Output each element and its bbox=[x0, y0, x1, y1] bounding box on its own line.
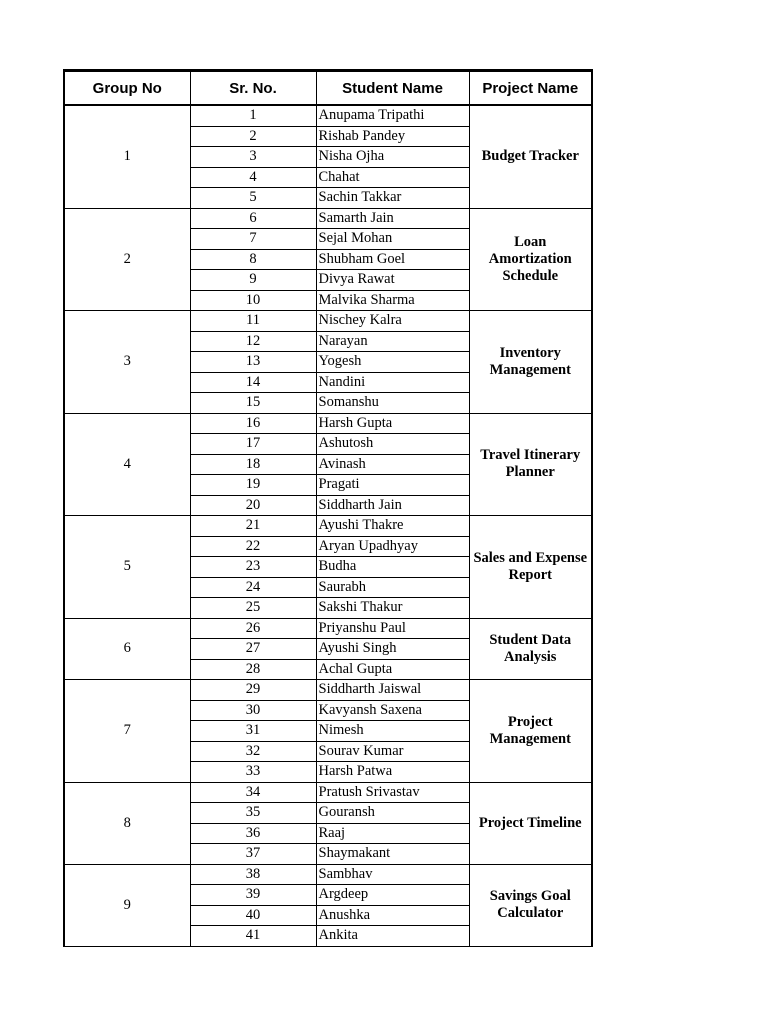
student-name-cell: Gouransh bbox=[316, 803, 469, 824]
serial-number-cell: 10 bbox=[190, 290, 316, 311]
serial-number-cell: 16 bbox=[190, 413, 316, 434]
serial-number-cell: 1 bbox=[190, 105, 316, 126]
student-name-cell: Harsh Patwa bbox=[316, 762, 469, 783]
student-name-cell: Sachin Takkar bbox=[316, 188, 469, 209]
header-project-name: Project Name bbox=[469, 71, 592, 106]
student-name-cell: Yogesh bbox=[316, 352, 469, 373]
project-name-cell: Travel Itinerary Planner bbox=[469, 413, 592, 516]
table-row bbox=[64, 311, 592, 332]
student-name-cell: Budha bbox=[316, 557, 469, 578]
student-name-cell: Nischey Kalra bbox=[316, 311, 469, 332]
serial-number-cell: 24 bbox=[190, 577, 316, 598]
serial-number-cell: 18 bbox=[190, 454, 316, 475]
student-name-cell: Anushka bbox=[316, 905, 469, 926]
serial-number-cell: 20 bbox=[190, 495, 316, 516]
serial-number-cell: 39 bbox=[190, 885, 316, 906]
student-name-cell: Sakshi Thakur bbox=[316, 598, 469, 619]
serial-number-cell: 22 bbox=[190, 536, 316, 557]
project-name-cell: Sales and Expense Report bbox=[469, 516, 592, 619]
serial-number-cell: 21 bbox=[190, 516, 316, 537]
student-name-cell: Avinash bbox=[316, 454, 469, 475]
table-row bbox=[64, 413, 592, 434]
student-name-cell: Argdeep bbox=[316, 885, 469, 906]
table-row bbox=[64, 208, 592, 229]
serial-number-cell: 23 bbox=[190, 557, 316, 578]
serial-number-cell: 7 bbox=[190, 229, 316, 250]
serial-number-cell: 31 bbox=[190, 721, 316, 742]
group-project-table bbox=[63, 69, 593, 947]
serial-number-cell: 13 bbox=[190, 352, 316, 373]
serial-number-cell: 36 bbox=[190, 823, 316, 844]
student-name-cell: Ankita bbox=[316, 926, 469, 947]
student-name-cell: Anupama Tripathi bbox=[316, 105, 469, 126]
project-name-cell: Loan Amortization Schedule bbox=[469, 208, 592, 311]
group-number-cell: 4 bbox=[64, 413, 190, 516]
serial-number-cell: 5 bbox=[190, 188, 316, 209]
student-name-cell: Nisha Ojha bbox=[316, 147, 469, 168]
student-name-cell: Saurabh bbox=[316, 577, 469, 598]
student-name-cell: Sourav Kumar bbox=[316, 741, 469, 762]
project-name-cell: Savings Goal Calculator bbox=[469, 864, 592, 946]
group-number-cell: 3 bbox=[64, 311, 190, 414]
serial-number-cell: 25 bbox=[190, 598, 316, 619]
student-name-cell: Divya Rawat bbox=[316, 270, 469, 291]
student-name-cell: Rishab Pandey bbox=[316, 126, 469, 147]
student-name-cell: Achal Gupta bbox=[316, 659, 469, 680]
student-name-cell: Ayushi Thakre bbox=[316, 516, 469, 537]
student-name-cell: Pratush Srivastav bbox=[316, 782, 469, 803]
serial-number-cell: 27 bbox=[190, 639, 316, 660]
serial-number-cell: 12 bbox=[190, 331, 316, 352]
serial-number-cell: 17 bbox=[190, 434, 316, 455]
group-number-cell: 8 bbox=[64, 782, 190, 864]
serial-number-cell: 19 bbox=[190, 475, 316, 496]
serial-number-cell: 4 bbox=[190, 167, 316, 188]
student-name-cell: Narayan bbox=[316, 331, 469, 352]
serial-number-cell: 9 bbox=[190, 270, 316, 291]
table-row bbox=[64, 680, 592, 701]
serial-number-cell: 33 bbox=[190, 762, 316, 783]
serial-number-cell: 34 bbox=[190, 782, 316, 803]
group-number-cell: 2 bbox=[64, 208, 190, 311]
student-name-cell: Nandini bbox=[316, 372, 469, 393]
group-number-cell: 7 bbox=[64, 680, 190, 783]
serial-number-cell: 14 bbox=[190, 372, 316, 393]
student-name-cell: Sambhav bbox=[316, 864, 469, 885]
student-name-cell: Priyanshu Paul bbox=[316, 618, 469, 639]
student-name-cell: Samarth Jain bbox=[316, 208, 469, 229]
header-group-no: Group No bbox=[64, 71, 190, 106]
student-name-cell: Siddharth Jaiswal bbox=[316, 680, 469, 701]
table-body bbox=[64, 105, 592, 946]
header-row bbox=[64, 71, 592, 106]
serial-number-cell: 38 bbox=[190, 864, 316, 885]
student-name-cell: Sejal Mohan bbox=[316, 229, 469, 250]
group-number-cell: 6 bbox=[64, 618, 190, 680]
serial-number-cell: 26 bbox=[190, 618, 316, 639]
serial-number-cell: 37 bbox=[190, 844, 316, 865]
student-name-cell: Nimesh bbox=[316, 721, 469, 742]
serial-number-cell: 29 bbox=[190, 680, 316, 701]
student-name-cell: Raaj bbox=[316, 823, 469, 844]
serial-number-cell: 35 bbox=[190, 803, 316, 824]
serial-number-cell: 30 bbox=[190, 700, 316, 721]
project-name-cell: Project Management bbox=[469, 680, 592, 783]
serial-number-cell: 40 bbox=[190, 905, 316, 926]
serial-number-cell: 3 bbox=[190, 147, 316, 168]
project-name-cell: Project Timeline bbox=[469, 782, 592, 864]
student-name-cell: Kavyansh Saxena bbox=[316, 700, 469, 721]
serial-number-cell: 6 bbox=[190, 208, 316, 229]
serial-number-cell: 11 bbox=[190, 311, 316, 332]
project-name-cell: Inventory Management bbox=[469, 311, 592, 414]
table-row bbox=[64, 516, 592, 537]
student-name-cell: Harsh Gupta bbox=[316, 413, 469, 434]
project-name-cell: Budget Tracker bbox=[469, 105, 592, 208]
student-name-cell: Aryan Upadhyay bbox=[316, 536, 469, 557]
student-name-cell: Shubham Goel bbox=[316, 249, 469, 270]
group-number-cell: 5 bbox=[64, 516, 190, 619]
group-number-cell: 9 bbox=[64, 864, 190, 946]
header-student-name: Student Name bbox=[316, 71, 469, 106]
student-name-cell: Siddharth Jain bbox=[316, 495, 469, 516]
group-number-cell: 1 bbox=[64, 105, 190, 208]
serial-number-cell: 8 bbox=[190, 249, 316, 270]
serial-number-cell: 41 bbox=[190, 926, 316, 947]
serial-number-cell: 2 bbox=[190, 126, 316, 147]
header-sr-no: Sr. No. bbox=[190, 71, 316, 106]
student-name-cell: Pragati bbox=[316, 475, 469, 496]
table-row bbox=[64, 105, 592, 126]
table-row bbox=[64, 618, 592, 639]
student-name-cell: Chahat bbox=[316, 167, 469, 188]
student-name-cell: Ashutosh bbox=[316, 434, 469, 455]
serial-number-cell: 32 bbox=[190, 741, 316, 762]
table-row bbox=[64, 782, 592, 803]
serial-number-cell: 28 bbox=[190, 659, 316, 680]
student-name-cell: Shaymakant bbox=[316, 844, 469, 865]
table-row bbox=[64, 864, 592, 885]
student-name-cell: Ayushi Singh bbox=[316, 639, 469, 660]
project-name-cell: Student Data Analysis bbox=[469, 618, 592, 680]
serial-number-cell: 15 bbox=[190, 393, 316, 414]
student-name-cell: Somanshu bbox=[316, 393, 469, 414]
student-name-cell: Malvika Sharma bbox=[316, 290, 469, 311]
